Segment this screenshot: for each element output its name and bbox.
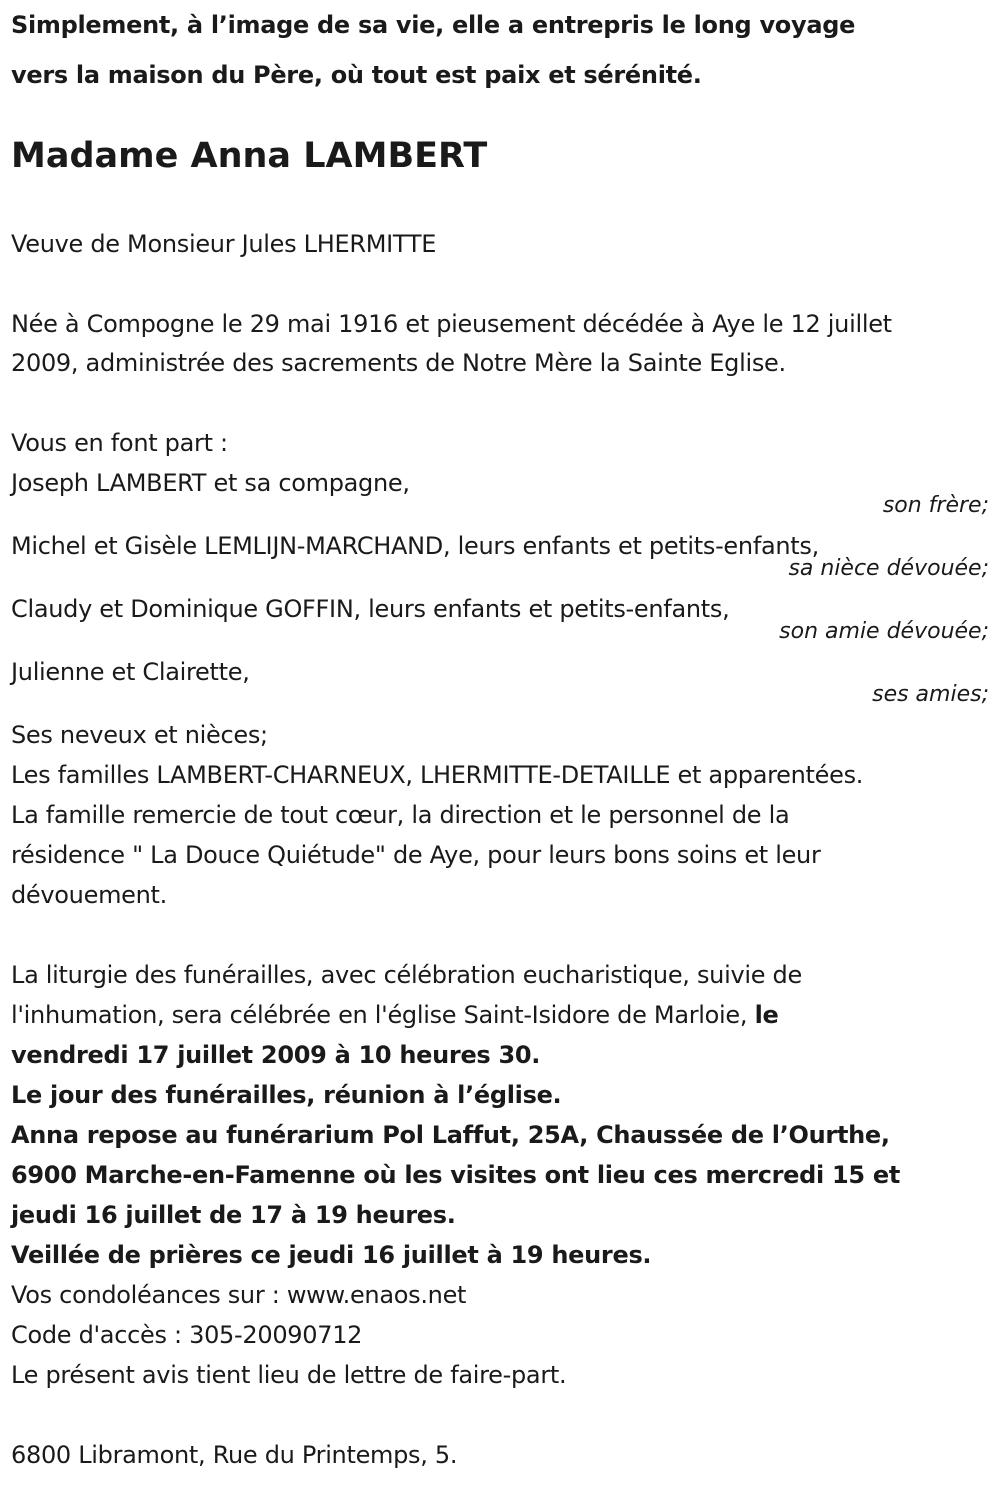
family-relation-2: sa nièce dévouée; xyxy=(788,556,989,581)
funerarium-line-1: Anna repose au funérarium Pol Laffut, 25A, Chaussée de l’Ourthe, xyxy=(11,1121,890,1149)
birth-line-1: Née à Compogne le 29 mai 1916 et pieusement décédée à Aye le 12 juillet xyxy=(11,310,892,338)
vigil-line: Veillée de prières ce jeudi 16 juillet à 19 heures. xyxy=(11,1241,652,1269)
family-names-4: Julienne et Clairette, xyxy=(11,658,250,686)
families-line: Les familles LAMBERT-CHARNEUX, LHERMITTE-DETAILLE et apparentées. xyxy=(11,761,864,789)
access-code-line: Code d'accès : 305-20090712 xyxy=(11,1321,363,1349)
intro-line-1: Simplement, à l’image de sa vie, elle a entrepris le long voyage xyxy=(11,11,856,39)
liturgy-date-line: vendredi 17 juillet 2009 à 10 heures 30. xyxy=(11,1041,541,1069)
family-names-2: Michel et Gisèle LEMLIJN-MARCHAND, leurs enfants et petits-enfants, xyxy=(11,532,819,560)
thanks-line-2: résidence " La Douce Quiétude" de Aye, pour leurs bons soins et leur xyxy=(11,841,821,869)
liturgy-line-2-bold: le xyxy=(754,1001,779,1029)
thanks-line-3: dévouement. xyxy=(11,881,167,909)
liturgy-line-2 xyxy=(11,1000,778,1030)
family-relation-4: ses amies; xyxy=(872,682,989,707)
deceased-name: Madame Anna LAMBERT xyxy=(11,136,488,176)
announce-line: Vous en font part : xyxy=(11,429,228,457)
meeting-line: Le jour des funérailles, réunion à l’église. xyxy=(11,1081,562,1109)
nephews-line: Ses neveux et nièces; xyxy=(11,721,268,749)
family-names-1: Joseph LAMBERT et sa compagne, xyxy=(11,469,410,497)
address-line: 6800 Libramont, Rue du Printemps, 5. xyxy=(11,1441,458,1469)
liturgy-line-1: La liturgie des funérailles, avec célébration eucharistique, suivie de xyxy=(11,961,802,989)
condolences-line: Vos condoléances sur : www.enaos.net xyxy=(11,1281,467,1309)
family-names-3: Claudy et Dominique GOFFIN, leurs enfants et petits-enfants, xyxy=(11,595,730,623)
intro-line-2: vers la maison du Père, où tout est paix et sérénité. xyxy=(11,61,702,89)
notice-line: Le présent avis tient lieu de lettre de faire-part. xyxy=(11,1361,567,1389)
widow-line: Veuve de Monsieur Jules LHERMITTE xyxy=(11,230,437,258)
thanks-line-1: La famille remercie de tout cœur, la direction et le personnel de la xyxy=(11,801,790,829)
funerarium-line-3: jeudi 16 juillet de 17 à 19 heures. xyxy=(11,1201,456,1229)
funerarium-line-2: 6900 Marche-en-Famenne où les visites ont lieu ces mercredi 15 et xyxy=(11,1161,901,1189)
birth-line-2: 2009, administrée des sacrements de Notre Mère la Sainte Eglise. xyxy=(11,349,786,377)
family-relation-3: son amie dévouée; xyxy=(779,619,989,644)
family-relation-1: son frère; xyxy=(882,493,989,518)
liturgy-line-2-text: l'inhumation, sera célébrée en l'église Saint-Isidore de Marloie, xyxy=(11,1001,748,1029)
